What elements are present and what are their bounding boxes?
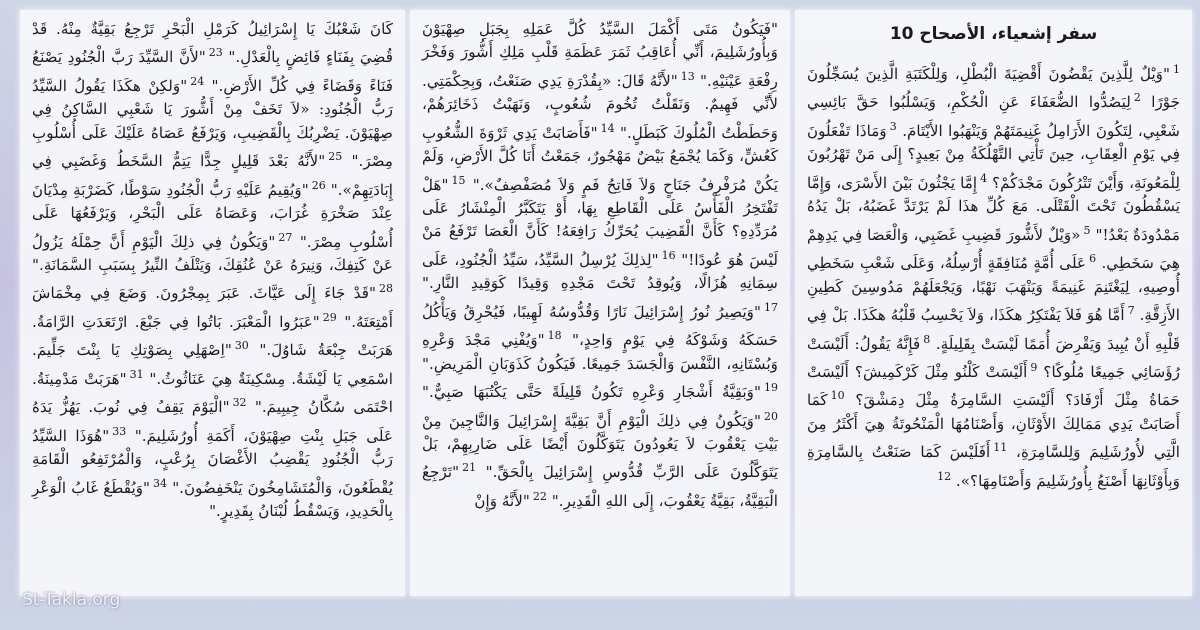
verse-number: 14 xyxy=(600,121,615,135)
verse-number: 10 xyxy=(830,389,845,403)
verse-text: كَمَا أَصَابَتْ يَدِي مَمَالِكَ الأَوْثَانِ، وَأَصْنَامُهَا الْمَنْحُوتَةُ هِيَ أَكْثَرُ مِنَ الَّتِي لأُورُشَلِيمَ وَلِلسَّامِرَةِ، xyxy=(807,391,1180,462)
column-right xyxy=(795,10,1192,596)
verses-middle xyxy=(422,18,778,513)
verse-text: "اِصْهَلِي بِصَوْتِكِ يَا بِنْتَ جَلِّيمَ. اسْمَعِي يَا لَيْشَةُ. مِسْكِينَةٌ هِيَ عَنَاثُوثُ." xyxy=(32,341,394,388)
verse-number: 2 xyxy=(1133,91,1141,105)
verse-text: "تَرْجِعُ الْبَقِيَّةُ، بَقِيَّةُ يَعْقُوبَ، إِلَى اللهِ الْقَدِيرِ." xyxy=(422,463,778,510)
column-left xyxy=(20,10,405,596)
verses-right xyxy=(807,58,1180,493)
verse-number: 9 xyxy=(1030,360,1038,374)
verse-text: "قَدْ جَاءَ إِلَى عَيَّاثَ. عَبَرَ بِمِجْرُونَ. وَضَعَ فِي مِخْمَاشَ أَمْتِعَتَهُ." xyxy=(32,284,394,331)
verse-text: "هَرَبَتْ مَدْمِينَةُ. احْتَمَى سُكَّانُ جِيبِيمَ." xyxy=(32,369,393,417)
verse-text: «وَيْلٌ لأَشُّورَ قَضِيبِ غَضَبِي، وَالْعَصَا فِي يَدِهِمْ هِيَ سَخَطِي. xyxy=(807,225,1180,273)
verse-number: 13 xyxy=(680,69,695,83)
verse-number: 29 xyxy=(322,310,337,324)
verse-number: 17 xyxy=(764,300,778,314)
verse-number: 12 xyxy=(937,469,952,483)
verse-text: "لأَنَّهُ بَعْدَ قَلِيلٍ جِدًّا يَتِمُّ السَّخَطُ وَغَضَبِي فِي إِبَادَتِهِمْ»." xyxy=(32,152,393,199)
verse-number: 33 xyxy=(112,424,127,438)
verse-number: 21 xyxy=(462,461,477,475)
verse-text: "فَأَصَابَتْ يَدِي ثَرْوَةَ الشُّعُوبِ كَعُشٍّ، وَكَمَا يُجْمَعُ بَيْضٌ مَهْجُورٌ، جَمَعْتُ أَنَا كُلَّ الأَرْضِ، وَلَمْ يَكُنْ مُرَفْرِفُ جَنَاحٍ وَلاَ فَاتِحُ فَمٍ وَلاَ مُصَفْصِفٌ»." xyxy=(422,123,778,194)
verse-number: 6 xyxy=(1089,252,1097,266)
verse-text: "الْيَوْمَ يَقِفُ فِي نُوبَ. يَهُزُّ يَدَهُ عَلَى جَبَلِ بِنْتِ صِهْيَوْنَ، أَكَمَةِ أُورُشَلِيمَ." xyxy=(32,398,394,445)
verse-text: أَفَلَيْسَ كَمَا صَنَعْتُ بِالسَّامِرَةِ وَبِأَوْثَانِهَا أَصْنَعُ بِأُورُشَلِيمَ وَأَصْنَامِهَا؟». xyxy=(807,443,1180,490)
verse-text: "وَيُقِيمُ عَلَيْهِ رَبُّ الْجُنُودِ سَوْطًا، كَضَرْبَةِ مِدْيَانَ عِنْدَ صَخْرَةِ غُرَابَ، وَعَصَاهُ عَلَى الْبَحْرِ، وَيَرْفَعُهَا عَلَى أُسْلُوبِ مِصْرَ." xyxy=(32,180,394,251)
verse-text: "فَيَكُونُ مَتَى أَكْمَلَ السَّيِّدُ كُلَّ عَمَلِهِ بِجَبَلِ صِهْيَوْنَ وَبِأُورُشَلِيمَ، أَنِّي أُعَاقِبُ ثَمَرَ عَظَمَةِ قَلْبِ مَلِكِ أَشُّورَ وَفَخْرَ رِفْعَةِ عَيْنَيْهِ." xyxy=(422,20,779,90)
verse-number: 18 xyxy=(547,329,562,343)
verse-number: 22 xyxy=(532,489,547,503)
verse-number: 16 xyxy=(661,248,676,262)
verse-text: "هُوَذَا السَّيِّدُ رَبُّ الْجُنُودِ يَقْضِبُ الأَغْصَانَ بِرُعْبٍ، وَالْمُرْتَفِعُو الْقَامَةِ يُقْطَعُونَ، وَالْمُتَشَامِخُونَ يَنْخَفِضُونَ." xyxy=(32,426,393,497)
verse-text: "وَيَصِيرُ نُورُ إِسْرَائِيلَ نَارًا وَقُدُّوسُهُ لَهِيبًا، فَيُحْرِقُ وَيَأْكُلُ حَسَكَهُ وَشَوْكَهُ فِي يَوْمٍ وَاحِدٍ،" xyxy=(422,302,778,350)
verse-text: إِمَّا يَجْثُونَ بَيْنَ الأَسْرَى، وَإِمَّا يَسْقُطُونَ تَحْتَ الْقَتْلَى. مَعَ كُلِّ هذَا لَمْ يَرْتَدَّ غَضَبُهُ، بَلْ يَدُهُ مَمْدُودَةٌ بَعْدُ!" xyxy=(807,173,1180,244)
verse-number: 25 xyxy=(328,150,343,164)
verse-text: "وَيَكُونُ فِي ذلِكَ الْيَوْمِ أَنَّ حِمْلَهُ يَزُولُ عَنْ كَتِفِكَ، وَنِيرَهُ عَنْ عُنُقِكَ، وَيَتْلَفُ النِّيرُ بِسَبَبِ السَّمَانَةِ." xyxy=(32,232,393,274)
verse-text: أَلَيْسَتْ كَلْنُو مِثْلَ كَرْكَمِيشَ؟ أَلَيْسَتْ حَمَاةُ مِثْلَ أَرْفَادَ؟ أَلَيْسَتِ السَّامِرَةُ مِثْلَ دِمَشْقَ؟ xyxy=(807,363,1180,410)
watermark: St-Takla.org xyxy=(22,590,121,610)
chapter-title: سفر إشعياء، الأصحاح 10 xyxy=(889,24,1098,44)
verse-number: 19 xyxy=(764,381,778,395)
verse-text: وَمَاذَا تَفْعَلُونَ فِي يَوْمِ الْعِقَابِ، حِينَ تَأْتِي التَّهْلُكَةُ مِنْ بَعِيدٍ؟ إِلَى مَنْ تَهْرُبُونَ لِلْمَعُونَةِ، وَأَيْنَ تَتْرُكُونَ مَجْدَكُمْ؟ xyxy=(807,122,1181,192)
verse-text: "وَيُقْطَعُ غَابُ الْوَعْرِ بِالْحَدِيدِ، وَيَسْقُطُ لُبْنَانُ بِقَدِيرٍ." xyxy=(32,478,393,521)
verse-number: 8 xyxy=(923,332,931,346)
verse-text: "وَيُفْنِي مَجْدَ وَعْرِهِ وَبُسْتَانِهِ، النَّفْسَ وَالْجَسَدَ جَمِيعًا. فَيَكُونُ كَذَوَبَانِ الْمَرِيضِ." xyxy=(422,331,778,373)
verse-number: 34 xyxy=(153,476,168,490)
verse-text: "وَيْلٌ لِلَّذِينَ يَقْضُونَ أَقْضِيَةَ الْبُطْلِ، وَلِلْكَتَبَةِ الَّذِينَ يُسَجِّلُونَ جَوْرًا xyxy=(807,65,1181,112)
verse-text: "لأَنَّهُ قَالَ: «بِقُدْرَةِ يَدِي صَنَعْتُ، وَبِحِكْمَتِي. لأَنِّي فَهِيمٌ. وَنَقَلْتُ تُخُومَ شُعُوبٍ، وَنَهَبْتُ ذَخَائِرَهُمْ، وَحَطَطْتُ الْمُلُوكَ كَبَطَلٍ." xyxy=(422,71,778,142)
verse-text: "هَلْ تَفْتَخِرُ الْفَأْسُ عَلَى الْقَاطِعِ بِهَا، أَوْ يَتَكَبَّرُ الْمِنْشَارُ عَلَى مُرَدِّدِهِ؟ كَأَنَّ الْقَضِيبَ يُحَرِّكُ رَافِعَهُ! كَأَنَّ الْعَصَا تَرْفَعُ مَنْ لَيْسَ هُوَ عُودًا!" xyxy=(422,175,778,269)
verse-number: 32 xyxy=(232,396,247,410)
verse-text: لِيَصُدُّوا الضُّعَفَاءَ عَنِ الْحُكْمِ، وَيَسْلُبُوا حَقَّ بَائِسِي شَعْبِي، لِتَكُونَ الأَرَامِلُ غَنِيمَتَهُمْ وَيَنْهَبُوا الأَيْتَامَ. xyxy=(807,93,1181,140)
verse-number: 20 xyxy=(764,409,778,423)
verse-number: 23 xyxy=(208,46,223,60)
verse-text: "عَبَرُوا الْمَعْبَرَ. بَاتُوا فِي جَبْعَ. ارْتَعَدَتِ الرَّامَةُ. هَرَبَتْ جِبْعَةُ شَاوُلَ." xyxy=(32,312,393,360)
verse-number: 7 xyxy=(1127,304,1135,318)
verse-number: 11 xyxy=(993,441,1008,455)
verse-number: 27 xyxy=(278,230,293,244)
verse-text: فَإِنَّهُ يَقُولُ: أَلَيْسَتْ رُؤَسَائِي جَمِيعًا مُلُوكًا؟ xyxy=(807,334,1180,382)
verse-number: 24 xyxy=(190,74,205,88)
verse-text: "لأَنَّهُ وَإِنْ xyxy=(474,491,530,510)
verse-number: 28 xyxy=(379,282,393,296)
verse-text: أَمَّا هُوَ فَلاَ يَفْتَكِرُ هكَذَا، وَلاَ يَحْسِبُ قَلْبُهُ هكَذَا. بَلْ فِي قَلْبِهِ أَنْ يُبِيدَ وَيَقْرِضَ أُمَمًا لَيْسَتْ بِقَلِيلَةٍ. xyxy=(807,306,1181,353)
verse-number: 3 xyxy=(889,119,897,133)
verse-number: 30 xyxy=(234,339,249,353)
verse-text: "لأَنَّ السَّيِّدَ رَبَّ الْجُنُودِ يَصْنَعُ فَنَاءً وَقَضَاءً فِي كُلِّ الأَرْضِ." xyxy=(32,48,394,95)
verse-number: 1 xyxy=(1173,63,1180,76)
verse-text: "لِذلِكَ يُرْسِلُ السَّيِّدُ، سَيِّدُ الْجُنُودِ، عَلَى سِمَانِهِ هُزَالًا، وَيُوقِدُ تَحْتَ مَجْدِهِ وَقِيدًا كَوَقِيدِ النَّارِ." xyxy=(422,250,778,293)
verse-text: "وَيَكُونُ فِي ذلِكَ الْيَوْمِ أَنَّ بَقِيَّةَ إِسْرَائِيلَ وَالنَّاجِينَ مِنْ بَيْتِ يَعْقُوبَ لاَ يَعُودُونَ يَتَوَكَّلُونَ أَيْضًا عَلَى ضَارِبِهِمْ، بَلْ يَتَوَكَّلُونَ عَلَى الرَّبِّ قُدُّوسِ إِسْرَائِيلَ بِالْحَقِّ." xyxy=(422,411,778,482)
verse-number: 5 xyxy=(1083,223,1091,237)
verse-text: عَلَى أُمَّةٍ مُنَافِقَةٍ أُرْسِلُهُ، وَعَلَى شَعْبِ سَخَطِي أُوصِيهِ، لِيَغْتَنِمَ غَنِيمَةً وَيَنْهَبَ نَهْبًا، وَيَجْعَلَهُمْ مَدُوسِينَ كَطِينِ الأَزِقَّةِ. xyxy=(807,254,1181,325)
verse-text: كَانَ شَعْبُكَ يَا إِسْرَائِيلُ كَرَمْلِ الْبَحْرِ تَرْجِعُ بَقِيَّةٌ مِنْهُ. قَدْ قُضِيَ بِفَنَاءٍ فَائِضٍ بِالْعَدْلِ." xyxy=(32,20,393,67)
verse-number: 15 xyxy=(451,173,466,187)
verse-number: 4 xyxy=(980,171,988,185)
verses-left xyxy=(32,18,393,523)
column-middle xyxy=(410,10,790,596)
verse-number: 26 xyxy=(311,178,326,192)
verse-text: "وَلكِنْ هكَذَا يَقُولُ السَّيِّدُ رَبُّ الْجُنُودِ: «لاَ تَخَفْ مِنْ أَشُّورَ يَا شَعْبِي السَّاكِنُ فِي صِهْيَوْنَ. يَضْرِبُكَ بِالْقَضِيبِ، وَيَرْفَعُ عَصَاهُ عَلَيْكَ عَلَى أُسْلُوبِ مِصْرَ." xyxy=(32,76,393,171)
verse-number: 31 xyxy=(129,367,144,381)
verse-text: "وَبَقِيَّةُ أَشْجَارِ وَعْرِهِ تَكُونُ قَلِيلَةً حَتَّى يَكْتُبَهَا صَبِيٌّ." xyxy=(422,383,761,402)
